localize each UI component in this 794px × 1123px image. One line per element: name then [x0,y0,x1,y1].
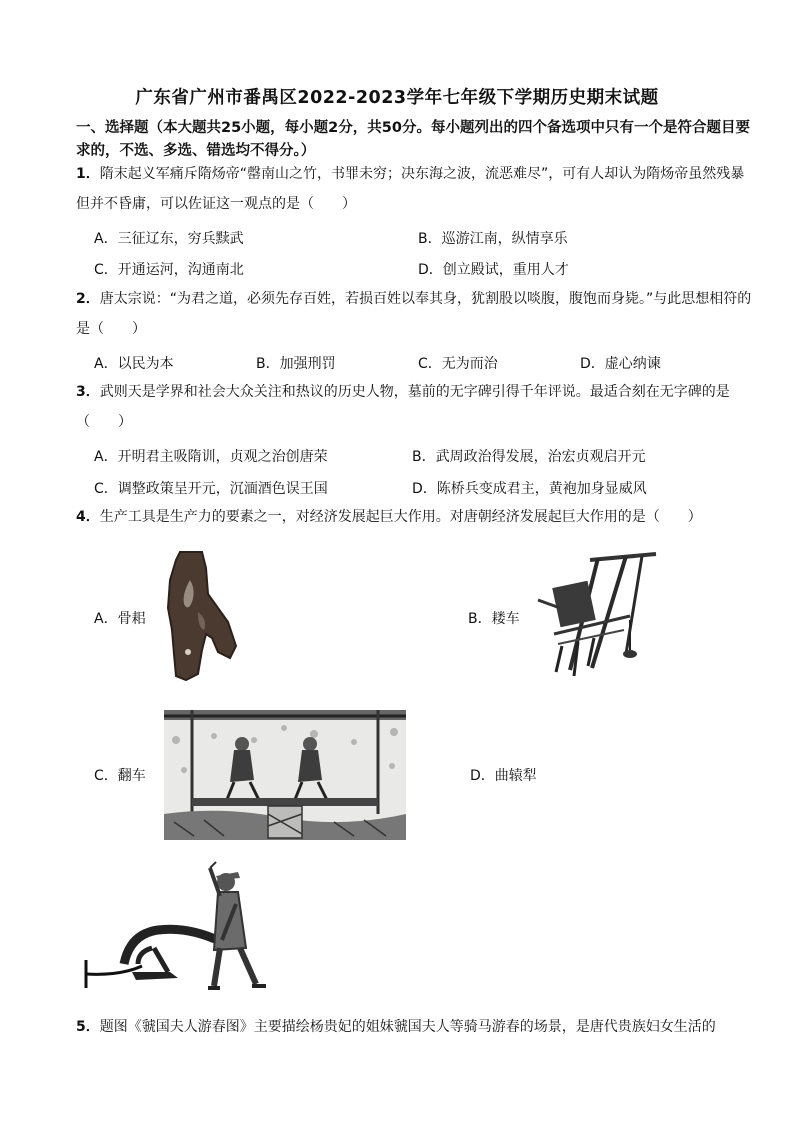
question-text: 唐太宗说：“为君之道，必须先存百姓，若损百姓以奉其身，犹割股以啖腹，腹饱而身毙。”与此思想相符的是（ ） [76,291,752,337]
curved-plough-image [80,860,272,995]
option-3c[interactable]: C．调整政策呈开元，沉湎酒色误王国 [94,481,328,497]
question-1 [76,159,756,219]
question-number: 4． [76,509,100,525]
option-1b[interactable]: B．巡游江南，纵情享乐 [418,231,568,247]
question-5 [76,1012,756,1042]
question-number: 5． [76,1019,100,1035]
question-text: 题图《虢国夫人游春图》主要描绘杨贵妃的姐妹虢国夫人等骑马游春的场景，是唐代贵族妇女生活的 [99,1019,716,1035]
option-3d[interactable]: D．陈桥兵变成君主，黄袍加身显威风 [412,481,647,497]
option-1d[interactable]: D．创立殿试，重用人才 [418,262,569,278]
option-3a[interactable]: A．开明君主吸隋训，贞观之治创唐荣 [94,449,328,465]
seed-drill-image [530,550,660,685]
option-2b[interactable]: B．加强刑罚 [256,356,336,372]
option-3b[interactable]: B．武周政治得发展，治宏贞观启开元 [412,449,646,465]
question-4 [76,502,756,532]
option-2d[interactable]: D．虚心纳谏 [580,356,661,372]
bone-spade-image [158,550,240,682]
question-number: 2． [76,291,100,307]
option-1c[interactable]: C．开通运河，沟通南北 [94,262,244,278]
option-4a[interactable]: A．骨耜 [94,611,146,627]
question-2 [76,284,756,344]
option-4c[interactable]: C．翻车 [94,768,146,784]
option-4b[interactable]: B．耧车 [468,611,520,627]
question-number: 3． [76,384,100,400]
question-text: 生产工具是生产力的要素之一，对经济发展起巨大作用。对唐朝经济发展起巨大作用的是（ ） [99,509,702,525]
page-title: 广东省广州市番禺区2022-2023学年七年级下学期历史期末试题 [135,88,659,108]
section-heading: 一、选择题（本大题共25小题，每小题2分，共50分。每小题列出的四个备选项中只有一个是符合题目要求的，不选、多选、错选均不得分。） [76,120,750,159]
question-text: 武则天是学界和社会大众关注和热议的历史人物，墓前的无字碑引得千年评说。最适合刻在无字碑的是（ ） [76,384,730,430]
water-wheel-image [164,710,406,840]
option-4d[interactable]: D．曲辕犁 [470,768,537,784]
question-number: 1． [76,166,100,182]
question-3 [76,377,756,437]
option-1a[interactable]: A．三征辽东，穷兵黩武 [94,231,244,247]
option-2a[interactable]: A．以民为本 [94,356,174,372]
option-2c[interactable]: C．无为而治 [418,356,498,372]
question-text: 隋末起义军痛斥隋炀帝“罄南山之竹，书罪未穷；决东海之波，流恶难尽”，可有人却认为隋炀帝虽然残暴但并不昏庸，可以佐证这一观点的是（ ） [76,166,745,212]
